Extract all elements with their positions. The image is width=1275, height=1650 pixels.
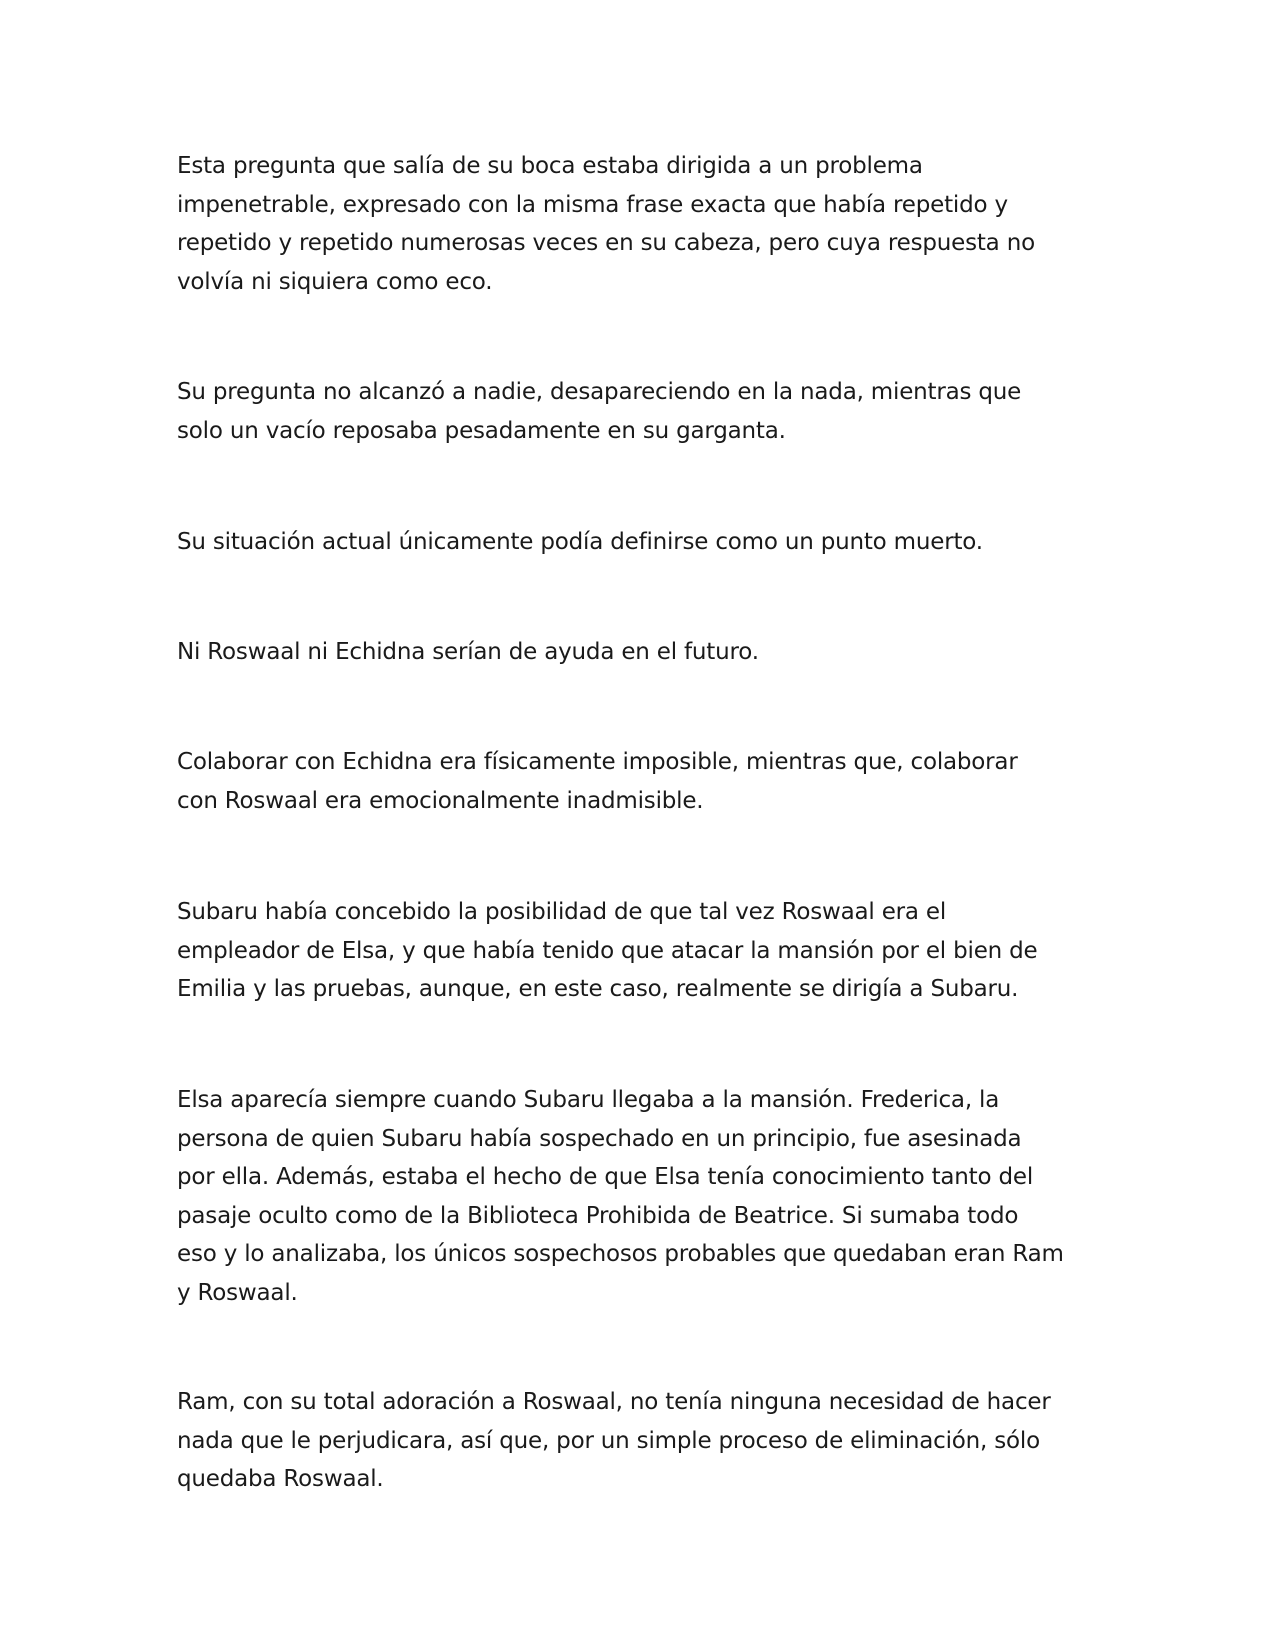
paragraph-line: Ni Roswaal ni Echidna serían de ayuda en el futuro. [177,639,759,665]
paragraph-line: volvía ni siquiera como eco. [177,268,493,295]
paragraph-line: eso y lo analizaba, los únicos sospechosos probables que quedaban eran Ram [177,1241,1064,1267]
paragraph-line: Su pregunta no alcanzó a nadie, desapareciendo en la nada, mientras que [177,379,1022,405]
paragraph-line: Elsa aparecía siempre cuando Subaru llegaba a la mansión. Frederica, la [177,1087,1000,1113]
paragraph-line: Esta pregunta que salía de su boca estaba dirigida a un problema [177,153,923,179]
paragraph-7 [177,1081,1107,1312]
paragraph-line: Ram, con su total adoración a Roswaal, no tenía ninguna necesidad de hacer [177,1389,1051,1415]
paragraph-4 [177,633,1107,672]
paragraph-line: por ella. Además, estaba el hecho de que Elsa tenía conocimiento tanto del [177,1164,1034,1190]
paragraph-2 [177,373,1107,450]
paragraph-line: Emilia y las pruebas, aunque, en este caso, realmente se dirigía a Subaru. [177,976,1019,1002]
paragraph-line: empleador de Elsa, y que había tenido que atacar la mansión por el bien de [177,937,1038,964]
paragraph-6 [177,893,1107,1009]
paragraph-line: con Roswaal era emocionalmente inadmisible. [177,787,704,814]
paragraph-line: solo un vacío reposaba pesadamente en su garganta. [177,417,786,444]
paragraph-line: Su situación actual únicamente podía definirse como un punto muerto. [177,529,983,555]
paragraph-line: repetido y repetido numerosas veces en su cabeza, pero cuya respuesta no [177,230,1035,256]
paragraph-8 [177,1383,1107,1499]
paragraph-line: Subaru había concebido la posibilidad de que tal vez Roswaal era el [177,899,947,925]
paragraph-line: pasaje oculto como de la Biblioteca Prohibida de Beatrice. Si sumaba todo [177,1202,1019,1229]
paragraph-line: persona de quien Subaru había sospechado en un principio, fue asesinada [177,1125,1022,1152]
paragraph-line: y Roswaal. [177,1279,298,1306]
paragraph-5 [177,743,1107,820]
paragraph-line: Colaborar con Echidna era físicamente imposible, mientras que, colaborar [177,749,1018,775]
paragraph-line: quedaba Roswaal. [177,1466,384,1492]
paragraph-line: impenetrable, expresado con la misma frase exacta que había repetido y [177,191,1008,218]
paragraph-1 [177,147,1107,301]
paragraph-line: nada que le perjudicara, así que, por un simple proceso de eliminación, sólo [177,1427,1040,1454]
paragraph-3 [177,523,1107,562]
